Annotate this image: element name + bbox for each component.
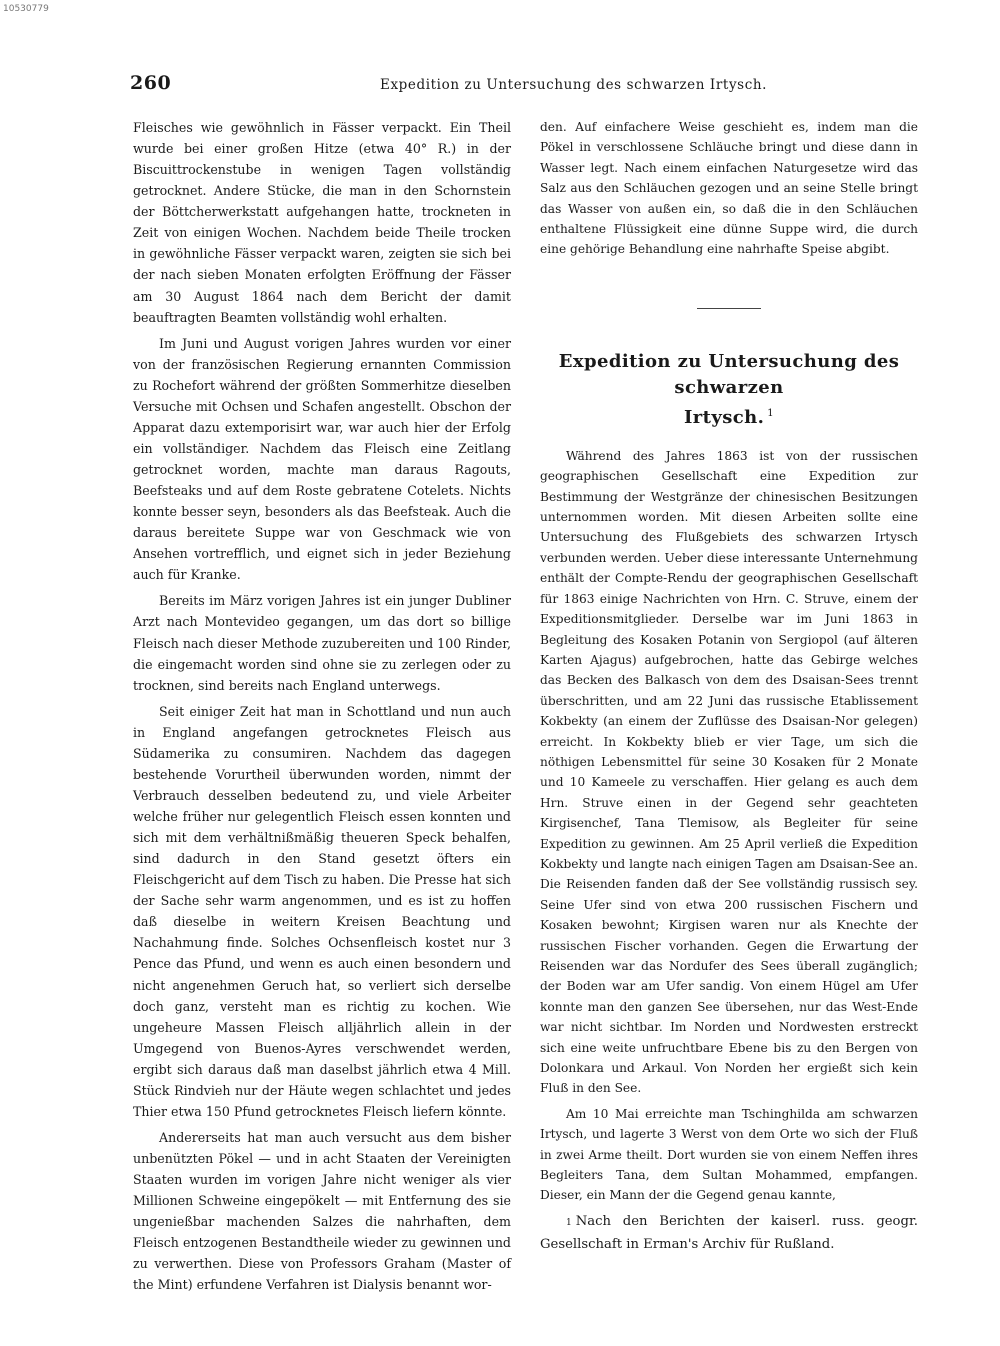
- footnote: [540, 1211, 918, 1256]
- paragraph: Bereits im März vorigen Jahres ist ein junger Dubliner Arzt nach Montevideo gegangen, um das dort so billige Fleisch nach dieser Methode zuzubereiten und 100 Rinder, die eingemacht worden sind ohne sie zu zerlegen oder zu trocknen, sind bereits nach England unterwegs.: [133, 593, 512, 693]
- paragraph: Am 10 Mai erreichte man Tschinghilda am schwarzen Irtysch, und lagerte 3 Werst von dem Orte wo sich der Fluß in zwei Arme theilt. Dort wurden sie von einem Neffen ihres Begleiters Tana, dem Sultan Mohammed, empfangen. Dieser, ein Mann der die Gegend genau kannte,: [540, 1106, 918, 1203]
- footnote-text: Nach den Berichten der kaiserl. russ. geogr. Gesellschaft in Erman's Archiv für Rußland.: [540, 1213, 918, 1252]
- scan-id-label: 10530779: [3, 4, 49, 14]
- page-number: 260: [130, 72, 172, 94]
- footnote-reference: 1: [767, 407, 775, 419]
- right-column: [540, 117, 918, 1261]
- section-divider: [697, 308, 761, 309]
- article-title-line: Irtysch.: [683, 406, 765, 428]
- paragraph: Seit einiger Zeit hat man in Schottland und nun auch in England angefangen getrocknetes Fleisch aus Südamerika zu consumiren. Nachdem das dagegen bestehende Vorurtheil überwunden worden, nimmt der Verbrauch desselben bedeutend zu, und viele Arbeiter welche früher nur gelegentlich Fleisch essen konnten und sich mit dem verhältnißmäßig theueren Speck behalfen, sind dadurch in den Stand gesetzt öfters ein Fleischgericht auf dem Tisch zu haben. Die Presse hat sich der Sache sehr warm angenommen, und es ist zu hoffen daß dieselbe in weitern Kreisen Beachtung und Nachahmung finde. Solches Ochsenfleisch kostet nur 3 Pence das Pfund, und wenn es auch einen besondern und nicht angenehmen Geruch hat, so verliert sich derselbe doch ganz, versteht man es richtig zu kochen. Wie ungeheure Massen Fleisch alljährlich allein in der Umgegend von Buenos-Ayres verschwendet werden, ergibt sich daraus daß man daselbst jährlich etwa 4 Mill. Stück Rindvieh nur der Häute wegen schlachtet und jedes Thier etwa 150 Pfund getrocknetes Fleisch liefern könnte.: [133, 703, 511, 1119]
- running-title: Expedition zu Untersuchung des schwarzen Irtysch.: [380, 77, 768, 93]
- footnote-marker: 1: [566, 1217, 572, 1228]
- article-title: [540, 349, 918, 431]
- paragraph-continuation: den. Auf einfachere Weise geschieht es, indem man die Pökel in verschlossene Schläuche bringt und diese dann in Wasser legt. Nach einem einfachen Naturgesetze wird das Salz aus den Schläuchen gezogen und an seine Stelle bringt das Wasser von außen ein, so daß die in den Schläuchen enthaltene Flüssigkeit eine dünne Suppe wird, die durch eine gehörige Behandlung eine nahrhafte Speise abgibt.: [540, 120, 918, 257]
- running-head: [130, 72, 920, 102]
- paragraph: Fleisches wie gewöhnlich in Fässer verpackt. Ein Theil wurde bei einer großen Hitze (etwa 40° R.) in der Biscuittrockenstube in wenigen Tagen vollständig getrocknet. Andere Stücke, die man in den Schornstein der Böttcherwerkstatt aufgehangen hatte, trockneten in Zeit von einigen Wochen. Nachdem beide Theile trocken in gewöhnliche Fässer verpackt waren, zeigten sie sich bei der nach sieben Monaten erfolgten Eröffnung der Fässer am 30 August 1864 nach dem Bericht der damit beauftragten Beamten vollständig wohl erhalten.: [133, 120, 511, 325]
- left-column: [133, 117, 511, 1300]
- paragraph: Während des Jahres 1863 ist von der russischen geographischen Gesellschaft eine Expedition zur Bestimmung der Westgränze der chinesischen Besitzungen unternommen worden. Mit diesen Arbeiten sollte eine Untersuchung des Flußgebiets des schwarzen Irtysch verbunden werden. Ueber diese interessante Unternehmung enthält der Compte-Rendu der geographischen Gesellschaft für 1863 einige Nachrichten von Hrn. C. Struve, einem der Expeditionsmitglieder. Derselbe war im Juni 1863 in Begleitung des Kosaken Potanin von Sergiopol (auf älteren Karten Ajagus) aufgebrochen, hatte das Gebirge welches das Becken des Balkasch von dem des Dsaisan-Sees trennt überschritten, und am 22 Juni das russische Etablissement Kokbekty (an einem der Zuflüsse des Dsaisan-Nor gelegen) erreicht. In Kokbekty blieb er vier Tage, um sich die nöthigen Lebensmittel für seine 30 Kosaken für 2 Monate und 10 Kameele zu verschaffen. Hier gelang es auch dem Hrn. Struve einen in der Gegend sehr geachteten Kirgisenchef, Tana Tlemisow, als Begleiter für seine Expedition zu gewinnen. Am 25 April verließ die Expedition Kokbekty und langte nach einigen Tagen am Dsaisan-See an. Die Reisenden fanden daß der See vollständig russisch sey. Seine Ufer sind von etwa 200 russischen Fischern und Kosaken bewohnt; Kirgisen waren nur als Knechte der russischen Fischer vorhanden. Gegen die Erwartung der Reisenden war das Nordufer des Sees überall zugänglich; der Boden war am Ufer sandig. Von einem Hügel am Ufer konnte man den ganzen See übersehen, nur das West-Ende war nicht sichtbar. Im Norden und Nordwesten erstreckt sich eine weite unfruchtbare Ebene bis zu den Bergen von Dolonkara und Arkaul. Von Norden her ergießt sich kein Fluß in den See.: [540, 448, 918, 1096]
- article-title-line: Expedition zu Untersuchung des schwarzen: [558, 350, 900, 398]
- paragraph: Im Juni und August vorigen Jahres wurden vor einer von der französischen Regierung ernannten Commission zu Rochefort während der größten Sommerhitze dieselben Versuche mit Ochsen und Schafen angestellt. Obschon der Apparat dazu extemporisirt war, war auch hier der Erfolg ein vollständiger. Nachdem das Fleisch eine Zeitlang getrocknet worden, machte man daraus Ragouts, Beefsteaks und auf dem Roste gebratene Cotelets. Nichts konnte besser seyn, besonders als das Beefsteak. Auch die daraus bereitete Suppe war von Geschmack wie von Ansehen vortrefflich, und eignet sich in jeder Beziehung auch für Kranke.: [133, 335, 511, 583]
- paragraph: Andererseits hat man auch versucht aus dem bisher unbenützten Pökel — und in acht Staaten der Vereinigten Staaten wurden im vorigen Jahre nicht weniger als vier Millionen Schweine eingepökelt — mit Entfernung des sie ungenießbar machenden Salzes die nahrhaften, dem Fleisch entzogenen Bestandtheile wieder zu gewinnen und zu verwerthen. Diese von Professors Graham (Master of the Mint) erfundene Verfahren ist Dialysis benannt wor-: [133, 1129, 511, 1293]
